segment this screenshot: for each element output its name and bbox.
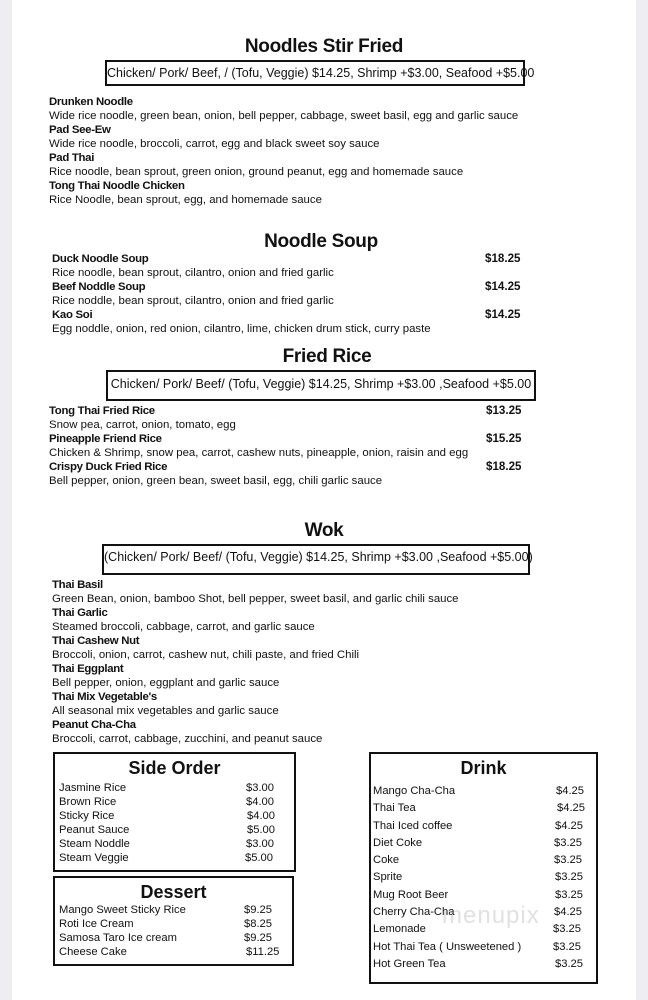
item-name: Peanut Cha-Cha [52, 719, 136, 731]
item-price: $9.25 [244, 932, 272, 944]
item-name: Mango Cha-Cha [373, 785, 456, 797]
item-desc: Steamed broccoli, cabbage, carrot, and garlic sauce [52, 621, 315, 633]
item-name: Sprite [373, 871, 403, 884]
item-name: Thai Mix Vegetable's [52, 691, 157, 703]
item-price: $4.25 [557, 802, 585, 815]
item-price: $3.25 [555, 871, 583, 884]
item-name: Hot Green Tea [373, 957, 446, 970]
drink-item [373, 783, 596, 800]
item-name: Steam Noddle [59, 838, 130, 850]
drink-item [373, 939, 596, 956]
section-title-wok: Wok [304, 520, 344, 541]
dessert-title: Dessert [140, 882, 207, 902]
item-name: Cherry Cha-Cha [373, 906, 455, 919]
item-price: $15.25 [486, 432, 522, 445]
item-name: Hot Thai Tea ( Unsweetened ) [373, 940, 522, 953]
item-price: $18.25 [486, 460, 522, 473]
drink-item [373, 869, 596, 886]
item-name: Cheese Cake [59, 946, 127, 958]
item-price: $3.00 [246, 782, 274, 794]
pricing-box-stir-fried: Chicken/ Pork/ Beef, / (Tofu, Veggie) $14.25, Shrimp +$3.00, Seafood +$5.00 [105, 60, 525, 86]
item-price: $4.00 [246, 796, 274, 808]
side-item [59, 851, 294, 865]
item-price: $3.25 [555, 957, 583, 970]
item-name: Sticky Rice [59, 810, 115, 822]
side-order-title: Side Order [128, 758, 221, 778]
pricing-box-fried-rice: Chicken/ Pork/ Beef/ (Tofu, Veggie) $14.25, Shrimp +$3.00 ,Seafood +$5.00 [106, 370, 536, 401]
menu-item [52, 252, 431, 336]
menu-item [52, 578, 459, 746]
dessert-item [59, 931, 292, 945]
item-name: Pad Thai [49, 152, 95, 164]
item-desc: Wide rice noodle, green bean, onion, bell pepper, cabbage, sweet basil, egg and garlic sauce [49, 110, 519, 122]
item-price: $4.00 [247, 810, 275, 822]
item-price: $4.25 [556, 785, 584, 797]
menu-item [49, 404, 468, 488]
item-desc: All seasonal mix vegetables and garlic sauce [52, 705, 279, 717]
item-price: $4.25 [554, 906, 582, 919]
item-desc: Rice noodle, bean sprout, cilantro, onion and fried garlic [52, 267, 334, 279]
item-desc: Bell pepper, onion, eggplant and garlic sauce [52, 677, 280, 689]
item-price: $3.25 [554, 836, 582, 849]
item-name: Tong Thai Noodle Chicken [49, 180, 185, 192]
item-desc: Chicken & Shrimp, snow pea, carrot, cashew nuts, pineapple, onion, raisin and egg [49, 447, 469, 459]
pricing-box-wok: (Chicken/ Pork/ Beef/ (Tofu, Veggie) $14.25, Shrimp +$3.00 ,Seafood +$5.00) [102, 544, 530, 575]
item-desc: Rice noddle, bean sprout, cilantro, onion and fried garlic [52, 295, 334, 307]
item-price: $3.25 [554, 854, 582, 867]
item-desc: Rice noodle, bean sprout, green onion, ground peanut, egg and homemade sauce [49, 166, 464, 178]
dessert-box [53, 876, 294, 966]
item-name: Mango Sweet Sticky Rice [59, 904, 186, 916]
item-price: $3.25 [555, 888, 583, 901]
drink-item [373, 956, 596, 973]
item-price: $14.25 [485, 308, 521, 321]
item-price: $11.25 [246, 946, 280, 958]
item-name: Brown Rice [59, 796, 117, 808]
drink-item [373, 835, 596, 852]
section-title-stir-fried: Noodles Stir Fried [244, 36, 404, 57]
dessert-item [59, 945, 292, 959]
item-name: Diet Coke [373, 836, 423, 849]
item-price: $3.25 [553, 923, 581, 936]
item-price: $5.00 [247, 824, 275, 836]
dessert-item [59, 903, 292, 917]
side-item [59, 809, 294, 823]
item-price: $3.25 [553, 940, 581, 953]
drink-item [373, 818, 596, 835]
item-name: Lemonade [373, 923, 426, 936]
drink-box [369, 752, 598, 984]
item-price: $13.25 [486, 404, 522, 417]
item-name: Roti Ice Cream [59, 918, 134, 930]
item-desc: Green Bean, onion, bamboo Shot, bell pepper, sweet basil, and garlic chili sauce [52, 593, 459, 605]
item-name: Thai Iced coffee [373, 819, 453, 832]
item-name: Steam Veggie [59, 852, 129, 864]
item-name: Beef Noddle Soup [52, 281, 146, 293]
section-title-fried-rice: Fried Rice [282, 346, 372, 367]
item-desc: Snow pea, carrot, onion, tomato, egg [49, 419, 236, 431]
item-name: Duck Noodle Soup [52, 253, 149, 265]
side-item [59, 837, 294, 851]
side-item [59, 795, 294, 809]
item-price: $5.00 [245, 852, 273, 864]
item-name: Samosa Taro Ice cream [59, 932, 177, 944]
menu-page [12, 0, 636, 1000]
item-price: $9.25 [244, 904, 272, 916]
dessert-item [59, 917, 292, 931]
item-name: Crispy Duck Fried Rice [49, 461, 168, 473]
item-name: Drunken Noodle [49, 96, 133, 108]
item-price: $3.00 [246, 838, 274, 850]
drink-item [373, 852, 596, 869]
item-desc: Wide rice noodle, broccoli, carrot, egg and black sweet soy sauce [49, 138, 380, 150]
side-order-box [53, 752, 296, 872]
item-name: Pineapple Friend Rice [49, 433, 162, 445]
item-desc: Bell pepper, onion, green bean, sweet basil, egg, chili garlic sauce [49, 475, 383, 487]
item-price: $8.25 [244, 918, 272, 930]
item-name: Peanut Sauce [59, 824, 130, 836]
item-price: $14.25 [485, 280, 521, 293]
item-desc: Broccoli, carrot, cabbage, zucchini, and peanut sauce [52, 733, 323, 745]
item-desc: Broccoli, onion, carrot, cashew nut, chili paste, and fried Chili [52, 649, 360, 661]
drink-title: Drink [460, 758, 507, 778]
item-name: Thai Cashew Nut [52, 635, 140, 647]
item-price: $4.25 [555, 819, 583, 832]
item-name: Mug Root Beer [373, 888, 449, 901]
item-name: Tong Thai Fried Rice [49, 405, 155, 417]
section-title-noodle-soup: Noodle Soup [264, 231, 378, 252]
item-name: Thai Garlic [52, 607, 108, 619]
menu-item [49, 95, 518, 207]
item-name: Thai Basil [52, 579, 103, 591]
item-name: Kao Soi [52, 309, 93, 321]
side-item [59, 823, 294, 837]
drink-item [373, 800, 596, 817]
item-desc: Egg noddle, onion, red onion, cilantro, lime, chicken drum stick, curry paste [52, 323, 431, 335]
item-name: Thai Tea [373, 802, 416, 815]
watermark: menupix [442, 902, 540, 929]
item-name: Coke [373, 854, 400, 867]
item-name: Jasmine Rice [59, 782, 127, 794]
item-desc: Rice Noodle, bean sprout, egg, and homemade sauce [49, 194, 322, 206]
item-name: Thai Eggplant [52, 663, 124, 675]
item-name: Pad See-Ew [49, 124, 111, 136]
side-item [59, 781, 294, 795]
item-price: $18.25 [485, 252, 521, 265]
